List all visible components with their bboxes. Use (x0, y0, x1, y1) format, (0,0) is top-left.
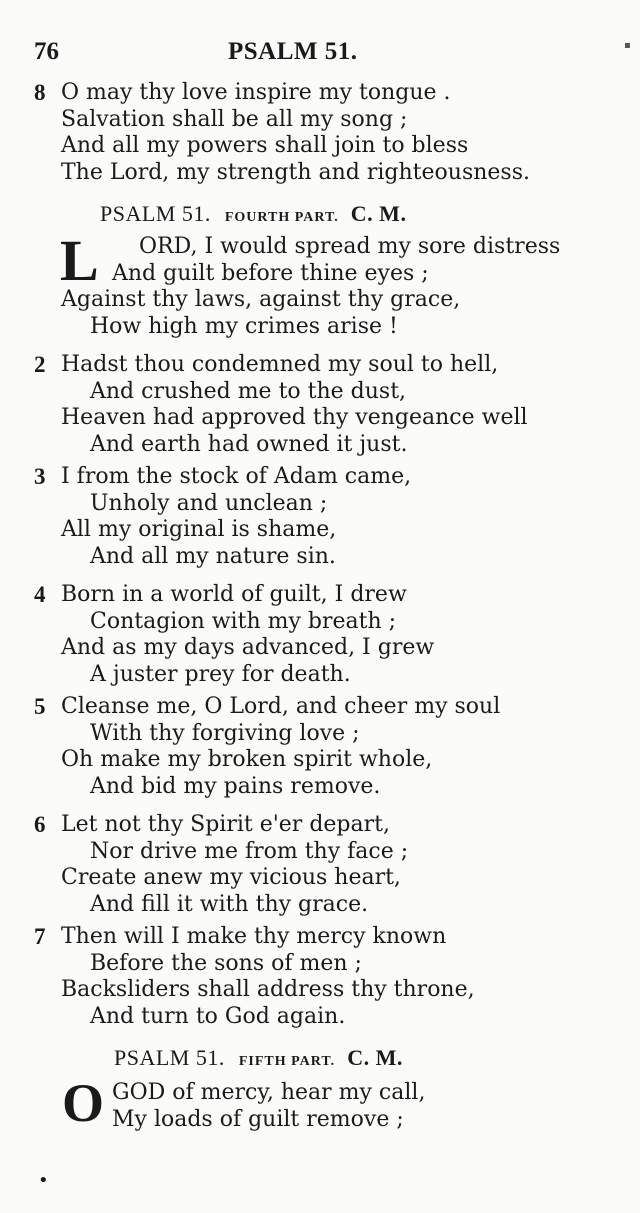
page-number: 76 (34, 38, 59, 65)
verse-line: With thy forgiving love ; (90, 720, 360, 746)
verse-line: Nor drive me from thy face ; (90, 838, 409, 864)
verse-line: And crushed me to the dust, (90, 378, 407, 404)
page-speck: ▪ (624, 40, 631, 51)
stanza-number: 2 (34, 352, 46, 377)
page-header (34, 38, 610, 70)
verse-line: Heaven had approved thy vengeance well (61, 405, 528, 430)
verse-line: And bid my pains remove. (90, 773, 381, 799)
stanza-number: 8 (34, 80, 46, 105)
verse-line: And guilt before thine eyes ; (112, 260, 429, 286)
verse-line: Unholy and unclean ; (90, 490, 328, 516)
stanza-number: 5 (34, 694, 46, 719)
verse-line: Against thy laws, against thy grace, (61, 287, 461, 312)
verse-line: O may thy love inspire my tongue . (61, 80, 451, 105)
verse-line: Contagion with my breath ; (90, 608, 397, 634)
part-5-stanza-1 (34, 1080, 614, 1133)
stanza-number: 3 (34, 464, 46, 489)
verse-line: Before the sons of men ; (90, 950, 362, 976)
verse-line: And all my powers shall join to bless (61, 133, 469, 158)
footer-mark: • (38, 1170, 49, 1191)
stanza-4 (34, 582, 614, 688)
stanza-number: 4 (34, 582, 46, 607)
verse-line: Then will I make thy mercy known (61, 924, 447, 949)
heading-part: FOURTH PART. (224, 210, 339, 225)
verse-line: Salvation shall be all my song ; (61, 106, 408, 132)
stanza-2 (34, 352, 614, 458)
verse-line: Create anew my vicious heart, (61, 865, 401, 890)
heading-psalm: PSALM 51. (100, 201, 211, 226)
stanza-7 (34, 924, 614, 1030)
verse-line: All my original is shame, (61, 517, 337, 542)
verse-line: Cleanse me, O Lord, and cheer my soul (61, 694, 501, 719)
verse-line: ORD, I would spread my sore distress (139, 234, 561, 259)
verse-line: I from the stock of Adam came, (61, 464, 412, 489)
running-head: PSALM 51. (228, 38, 358, 65)
drop-cap-letter: L (60, 228, 99, 293)
verse-line: And all my nature sin. (90, 543, 336, 569)
heading-meter: C. M. (347, 1045, 403, 1070)
verse-line: Born in a world of guilt, I drew (61, 582, 407, 607)
stanza-1 (34, 228, 614, 340)
stanza-3 (34, 464, 614, 570)
heading-part: FIFTH PART. (238, 1054, 336, 1069)
section-heading-part-5 (114, 1043, 403, 1073)
heading-psalm: PSALM 51. (114, 1045, 225, 1070)
verse-line: And turn to God again. (90, 1003, 346, 1029)
verse-line: Hadst thou condemned my soul to hell, (61, 352, 499, 377)
verse-line: And as my days advanced, I grew (61, 635, 435, 660)
verse-line: GOD of mercy, hear my call, (112, 1080, 426, 1105)
stanza-5 (34, 694, 614, 800)
verse-line: Oh make my broken spirit whole, (61, 747, 433, 772)
verse-line: Backsliders shall address thy throne, (61, 977, 475, 1002)
section-heading-part-4 (100, 199, 406, 229)
stanza-8 (34, 80, 614, 186)
verse-line: And fill it with thy grace. (90, 891, 369, 917)
stanza-6 (34, 812, 614, 918)
heading-meter: C. M. (350, 201, 407, 226)
stanza-number: 6 (34, 812, 46, 837)
verse-line: And earth had owned it just. (90, 431, 408, 457)
verse-line: How high my crimes arise ! (90, 313, 398, 339)
verse-line: A juster prey for death. (90, 661, 351, 687)
drop-cap-letter: O (62, 1073, 105, 1133)
verse-line: The Lord, my strength and righteousness. (61, 159, 530, 185)
verse-line: My loads of guilt remove ; (112, 1106, 404, 1132)
stanza-number: 7 (34, 924, 46, 949)
verse-line: Let not thy Spirit e'er depart, (61, 812, 390, 837)
